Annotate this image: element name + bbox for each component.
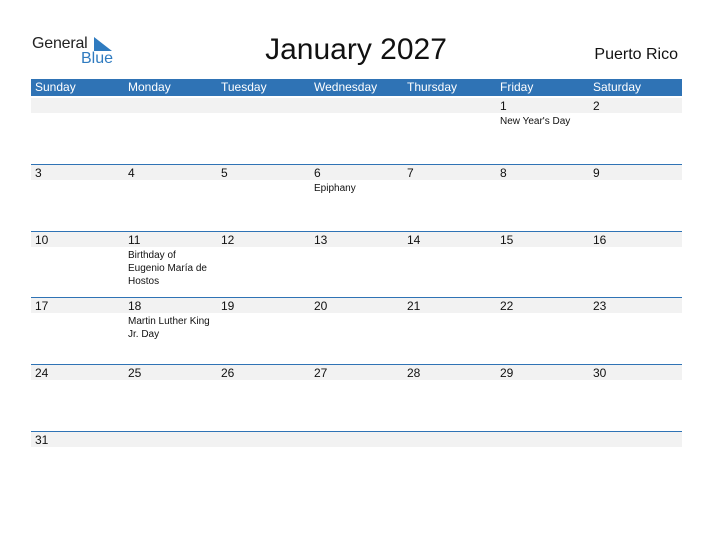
day-cell [310, 365, 403, 431]
day-cell [403, 432, 496, 498]
day-number: 14 [407, 233, 421, 247]
week-row [31, 431, 682, 498]
day-cell [31, 298, 124, 364]
day-cell [496, 432, 589, 498]
weekday-thursday: Thursday [407, 80, 458, 94]
day-number: 30 [593, 366, 607, 380]
weekday-tuesday: Tuesday [221, 80, 267, 94]
day-cell [217, 432, 310, 498]
day-cell [589, 232, 682, 298]
day-number: 28 [407, 366, 421, 380]
day-cell [496, 298, 589, 364]
day-cell [217, 298, 310, 364]
day-number: 8 [500, 166, 507, 180]
day-number: 13 [314, 233, 328, 247]
holiday-label: Epiphany [314, 183, 356, 194]
weekday-sunday: Sunday [35, 80, 76, 94]
day-number: 24 [35, 366, 49, 380]
day-cell [496, 232, 589, 298]
day-number: 7 [407, 166, 414, 180]
day-cell [31, 165, 124, 231]
holiday-label: Birthday of Eugenio María de Hostos [128, 250, 207, 287]
day-number: 12 [221, 233, 235, 247]
week-row [31, 297, 682, 364]
day-number: 25 [128, 366, 142, 380]
day-cell [31, 232, 124, 298]
day-cell [310, 98, 403, 164]
day-cell [124, 232, 217, 298]
day-number: 26 [221, 366, 235, 380]
week-row [31, 164, 682, 231]
day-number: 22 [500, 299, 514, 313]
holiday-label: Martin Luther King Jr. Day [128, 316, 210, 340]
day-cell [31, 365, 124, 431]
day-cell [310, 165, 403, 231]
day-cell [589, 365, 682, 431]
day-number: 31 [35, 433, 49, 447]
day-number: 9 [593, 166, 600, 180]
country-label: Puerto Rico [594, 46, 678, 63]
day-number: 21 [407, 299, 421, 313]
day-number: 2 [593, 99, 600, 113]
day-cell [589, 298, 682, 364]
day-number: 3 [35, 166, 42, 180]
day-number: 6 [314, 166, 321, 180]
day-cell [589, 432, 682, 498]
week-row [31, 364, 682, 431]
day-cell [403, 232, 496, 298]
day-cell [31, 98, 124, 164]
day-cell [124, 165, 217, 231]
day-cell [217, 365, 310, 431]
day-cell [217, 98, 310, 164]
week-row [31, 97, 682, 164]
day-cell [124, 298, 217, 364]
weekday-monday: Monday [128, 80, 171, 94]
day-number: 11 [128, 233, 141, 247]
day-cell [496, 365, 589, 431]
day-cell [217, 165, 310, 231]
day-cell [496, 98, 589, 164]
day-cell [403, 165, 496, 231]
day-number: 16 [593, 233, 607, 247]
page-title: January 2027 [265, 33, 447, 66]
weekday-wednesday: Wednesday [314, 80, 378, 94]
weekday-saturday: Saturday [593, 80, 642, 94]
day-number: 23 [593, 299, 607, 313]
day-number: 1 [500, 99, 507, 113]
day-cell [310, 232, 403, 298]
logo-text-blue: Blue [81, 50, 114, 67]
day-number: 20 [314, 299, 328, 313]
day-cell [403, 98, 496, 164]
day-number: 10 [35, 233, 49, 247]
day-number: 18 [128, 299, 142, 313]
day-number: 19 [221, 299, 235, 313]
day-cell [589, 165, 682, 231]
day-number: 5 [221, 166, 228, 180]
weekday-friday: Friday [500, 80, 534, 94]
day-cell [124, 432, 217, 498]
week-row [31, 231, 682, 298]
holiday-label: New Year's Day [500, 116, 571, 127]
logo-text-general: General [32, 35, 88, 52]
day-cell [589, 98, 682, 164]
day-cell [124, 365, 217, 431]
day-cell [31, 432, 124, 498]
day-cell [310, 298, 403, 364]
day-cell [217, 232, 310, 298]
day-cell [124, 98, 217, 164]
day-cell [496, 165, 589, 231]
weekday-header [31, 79, 682, 96]
day-number: 4 [128, 166, 135, 180]
day-cell [403, 365, 496, 431]
day-number: 15 [500, 233, 514, 247]
day-number: 27 [314, 366, 328, 380]
day-number: 17 [35, 299, 49, 313]
day-cell [403, 298, 496, 364]
day-number: 29 [500, 366, 514, 380]
day-cell [310, 432, 403, 498]
